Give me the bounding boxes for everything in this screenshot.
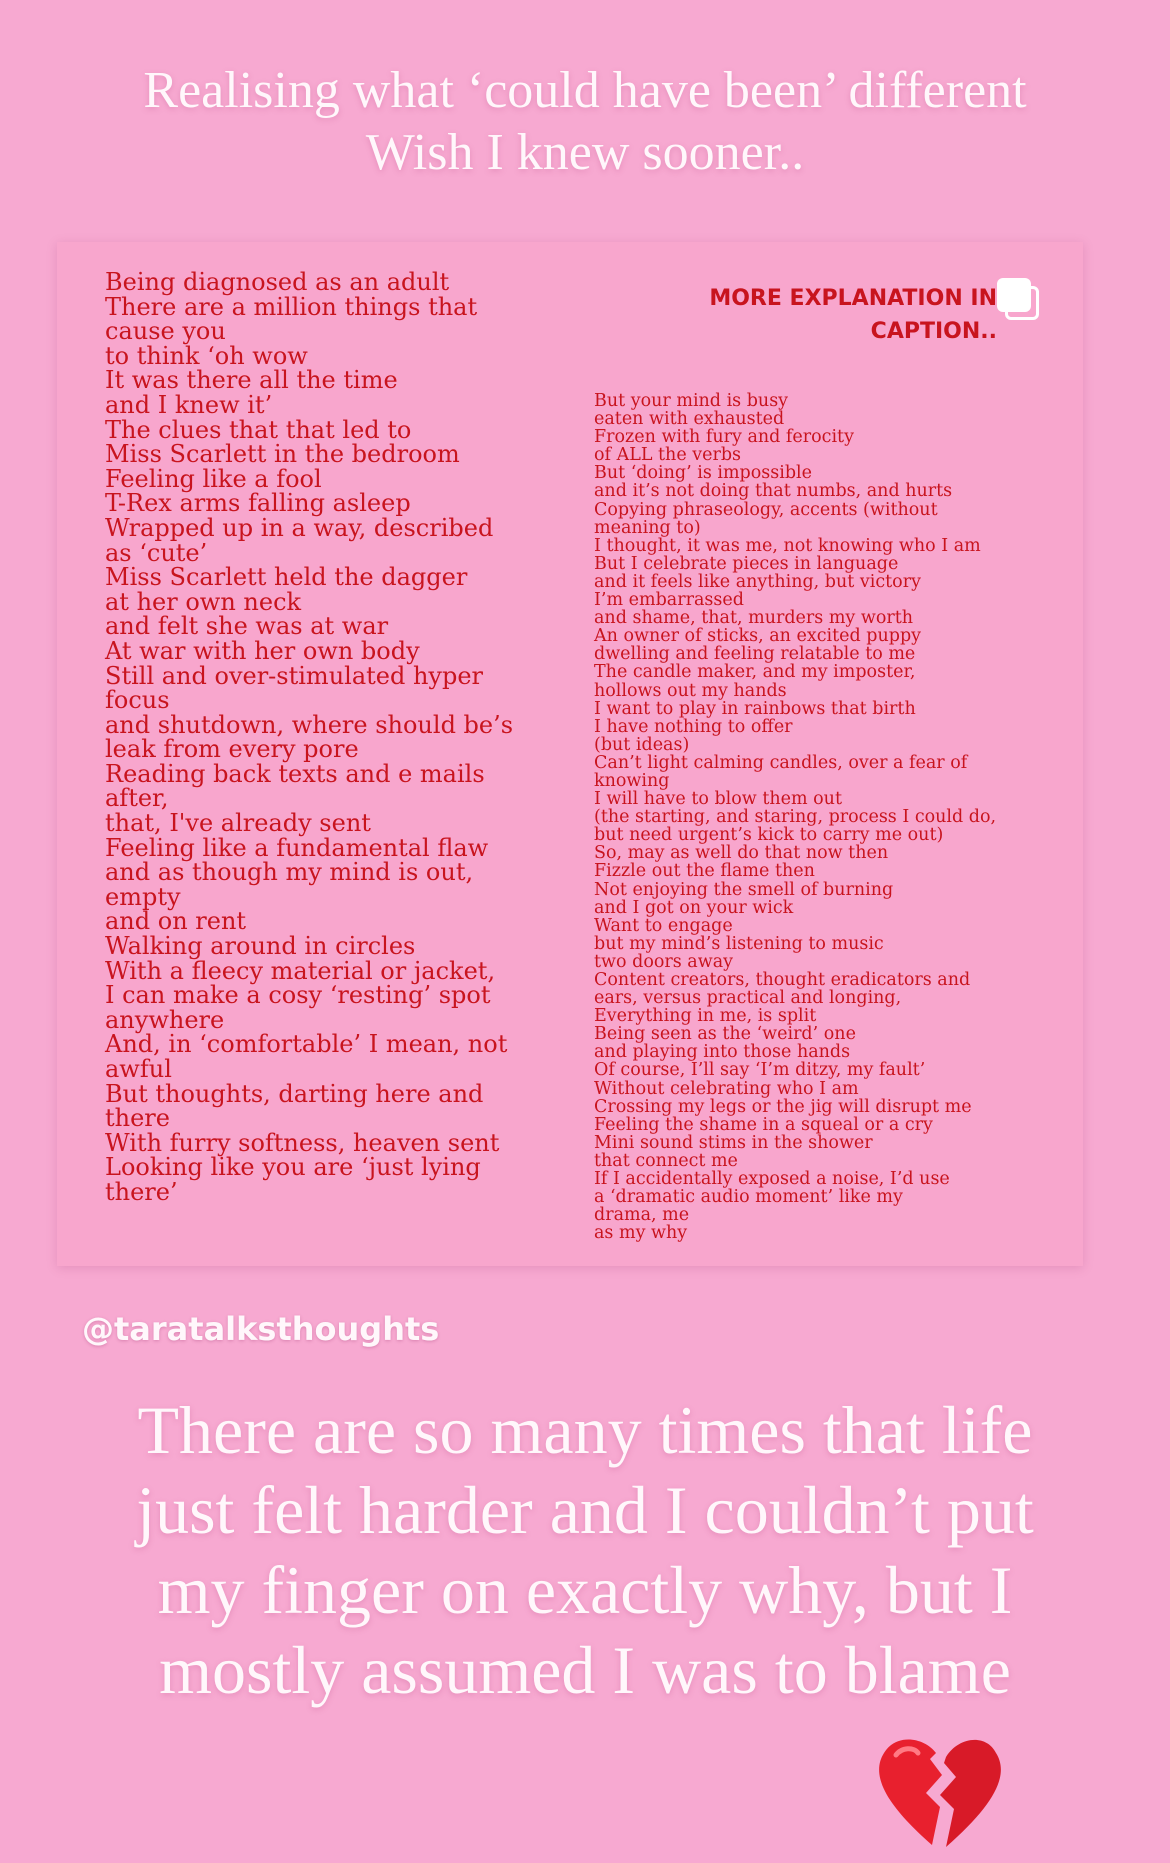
- poem-line: and I knew it’: [105, 390, 273, 419]
- poem-line: and it’s not doing that numbs, and hurts: [594, 481, 953, 502]
- poem-line: But thoughts, darting here and: [105, 1079, 484, 1108]
- poem-line: (but ideas): [594, 734, 690, 755]
- poem-line: Mini sound stims in the shower: [594, 1132, 873, 1153]
- poem-line: I can make a cosy ‘resting’ spot: [105, 981, 491, 1010]
- poem-line: and shame, that, murders my worth: [594, 608, 914, 629]
- poem-right-column: [594, 392, 1034, 1242]
- poem-line: I’m embarrassed: [594, 590, 744, 611]
- caption-line: There are so many times that life: [137, 1392, 1033, 1468]
- title-line: Realising what ‘could have been’ different: [143, 62, 1027, 119]
- poem-line: It was there all the time: [105, 366, 398, 395]
- poem-line: Of course, I’ll say ‘I’m ditzy, my fault’: [594, 1060, 926, 1081]
- poem-line: that, I've already sent: [105, 809, 371, 838]
- poem-line: Frozen with fury and ferocity: [594, 427, 854, 448]
- poem-line: But ‘doing’ is impossible: [594, 463, 813, 484]
- broken-heart-icon: [874, 1735, 1004, 1850]
- poem-line: anywhere: [105, 1005, 225, 1034]
- poem-line: Can’t light calming candles, over a fear of: [594, 752, 968, 773]
- poem-line: and it feels like anything, but victory: [594, 571, 921, 592]
- poem-line: Without celebrating who I am: [594, 1078, 859, 1099]
- poem-line: a ‘dramatic audio moment’ like my: [594, 1187, 903, 1208]
- poem-line: focus: [105, 686, 170, 715]
- poem-line: The clues that that led to: [105, 415, 412, 444]
- poem-line: Crossing my legs or the jig will disrupt me: [594, 1096, 972, 1117]
- title-line: Wish I knew sooner..: [365, 124, 805, 181]
- poem-line: So, may as well do that now then: [594, 843, 889, 864]
- poem-line: to think ‘oh wow: [105, 341, 308, 370]
- poem-line: Copying phraseology, accents (without: [594, 499, 938, 520]
- poem-line: cause you: [105, 317, 226, 346]
- caption-note: [617, 282, 997, 348]
- poem-line: I want to play in rainbows that birth: [594, 698, 916, 719]
- poem-line: Feeling the shame in a squeal or a cry: [594, 1114, 933, 1135]
- caption-line: mostly assumed I was to blame: [159, 1632, 1011, 1708]
- poem-line: The candle maker, and my imposter,: [594, 662, 916, 683]
- caption-line: just felt harder and I couldn’t put: [136, 1472, 1034, 1548]
- poem-line: At war with her own body: [105, 636, 420, 665]
- poem-line: There are a million things that: [105, 292, 478, 321]
- poem-line: Wrapped up in a way, described: [105, 513, 494, 542]
- poem-line: Miss Scarlett held the dagger: [105, 563, 468, 592]
- poem-line: But I celebrate pieces in language: [594, 553, 899, 574]
- poem-line: eaten with exhausted: [594, 409, 785, 430]
- poem-line: and I got on your wick: [594, 897, 794, 918]
- poem-line: With a fleecy material or jacket,: [105, 956, 496, 985]
- poem-line: meaning to): [594, 517, 701, 538]
- poem-line: Being seen as the ‘weird’ one: [594, 1024, 856, 1045]
- poem-line: Want to engage: [594, 915, 733, 936]
- poem-line: and as though my mind is out,: [105, 858, 474, 887]
- poem-line: knowing: [594, 770, 670, 791]
- poem-line: Everything in me, is split: [594, 1006, 817, 1027]
- poem-line: but my mind’s listening to music: [594, 933, 884, 954]
- poem-line: Reading back texts and e mails: [105, 759, 485, 788]
- poem-line: hollows out my hands: [594, 680, 787, 701]
- multiple-pages-icon: [997, 278, 1045, 326]
- poem-line: as ‘cute’: [105, 538, 208, 567]
- story-caption: [70, 1390, 1100, 1710]
- poem-line: ears, versus practical and longing,: [594, 988, 902, 1009]
- poem-line: I thought, it was me, not knowing who I am: [594, 535, 981, 556]
- caption-note-line: MORE EXPLANATION IN: [709, 286, 997, 311]
- caption-note-line: CAPTION..: [870, 319, 997, 344]
- poem-line: but need urgent’s kick to carry me out): [594, 825, 944, 846]
- poem-line: Not enjoying the smell of burning: [594, 879, 894, 900]
- poem-line: Content creators, thought eradicators and: [594, 970, 971, 990]
- poem-line: empty: [105, 882, 181, 911]
- caption-line: my finger on exactly why, but I: [157, 1552, 1013, 1628]
- poem-line: I will have to blow them out: [594, 789, 842, 810]
- poem-line: and playing into those hands: [594, 1042, 851, 1063]
- poem-line: And, in ‘comfortable’ I mean, not: [105, 1030, 508, 1059]
- poem-line: there: [105, 1104, 170, 1133]
- poem-line: there’: [105, 1177, 178, 1206]
- poem-line: awful: [105, 1055, 172, 1083]
- poem-line: With furry softness, heaven sent: [105, 1128, 500, 1157]
- poem-line: Looking like you are ‘just lying: [105, 1153, 481, 1182]
- poem-line: Miss Scarlett in the bedroom: [105, 440, 460, 469]
- poem-line: two doors away: [594, 951, 734, 972]
- poem-line: as my why: [594, 1223, 688, 1244]
- poem-line: Feeling like a fundamental flaw: [105, 833, 489, 862]
- poem-line: and on rent: [105, 907, 247, 936]
- poem-line: of ALL the verbs: [594, 445, 742, 466]
- poem-line: Feeling like a fool: [105, 464, 322, 493]
- poem-line: An owner of sticks, an excited puppy: [594, 626, 922, 647]
- poem-card[interactable]: [57, 242, 1083, 1266]
- poem-left-column: [105, 270, 545, 1205]
- poem-line: leak from every pore: [105, 735, 359, 764]
- poem-line: after,: [105, 784, 169, 813]
- poem-line: at her own neck: [105, 587, 302, 616]
- poem-line: If I accidentally exposed a noise, I’d use: [594, 1169, 950, 1190]
- user-mention[interactable]: @taratalksthoughts: [82, 1310, 440, 1348]
- poem-line: Still and over-stimulated hyper: [105, 661, 484, 690]
- poem-line: Walking around in circles: [105, 932, 416, 961]
- poem-line: drama, me: [594, 1205, 690, 1226]
- poem-line: (the starting, and staring, process I could do,: [594, 807, 997, 828]
- poem-line: Being diagnosed as an adult: [105, 268, 450, 296]
- poem-line: and felt she was at war: [105, 612, 389, 641]
- poem-line: and shutdown, where should be’s: [105, 710, 514, 739]
- poem-line: T-Rex arms falling asleep: [105, 489, 411, 518]
- poem-line: I have nothing to offer: [594, 716, 793, 737]
- poem-line: that connect me: [594, 1150, 738, 1171]
- story-title: [0, 60, 1170, 184]
- poem-line: dwelling and feeling relatable to me: [594, 644, 916, 665]
- poem-line: Fizzle out the flame then: [594, 861, 815, 882]
- poem-line: But your mind is busy: [594, 391, 789, 411]
